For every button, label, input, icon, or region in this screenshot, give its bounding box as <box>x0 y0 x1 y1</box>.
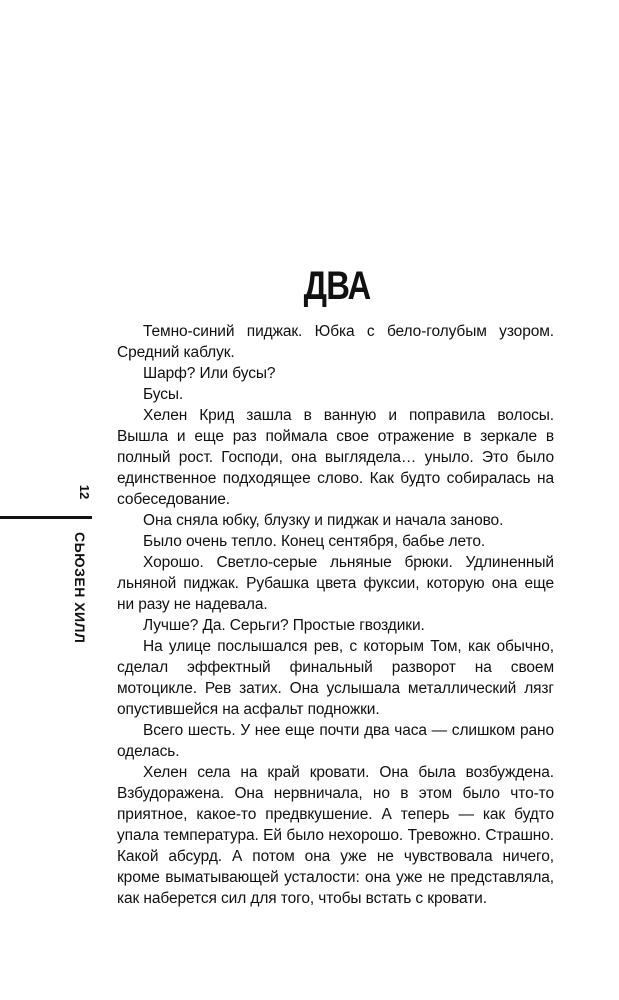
running-head-author: СЬЮЗЕН ХИЛЛ <box>72 532 88 644</box>
paragraph: Шарф? Или бусы? <box>143 365 276 382</box>
paragraph: Она сняла юбку, блузку и пиджак и начала заново. <box>143 512 504 529</box>
body-text <box>117 321 554 909</box>
paragraph: Темно-синий пиджак. Юбка с бело-голубым узором. Средний каблук. <box>117 323 554 361</box>
paragraph: Всего шесть. У нее еще почти два часа — слишком рано оделась. <box>117 722 554 760</box>
paragraph: Было очень тепло. Конец сентября, бабье лето. <box>143 533 486 550</box>
margin-rule <box>0 516 92 519</box>
paragraph: Хелен Крид зашла в ванную и поправила волосы. Вышла и еще раз поймала свое отражение в зеркале в полный рост. Господи, она выглядела… уныло. Это было единственное подходящее слово. Как будто собиралась на собеседование. <box>117 407 554 508</box>
chapter-title: ДВА <box>303 264 371 308</box>
paragraph: Бусы. <box>143 386 184 403</box>
paragraph: Хорошо. Светло-серые льняные брюки. Удлиненный льняной пиджак. Рубашка цвета фуксии, которую она еще ни разу не надевала. <box>117 554 554 613</box>
paragraph: Лучше? Да. Серьги? Простые гвоздики. <box>143 617 425 634</box>
paragraph: На улице послышался рев, с которым Том, как обычно, сделал эффектный финальный разворот на своем мотоцикле. Рев затих. Она услышала металлический лязг опустившейся на асфальт подножки. <box>117 638 554 718</box>
page-number: 12 <box>77 484 92 500</box>
paragraph: Хелен села на край кровати. Она была возбуждена. Взбудоражена. Она нервничала, но в этом было что-то приятное, какое-то предвкушение. А теперь — как будто упала температура. Ей было нехорошо. Тревожно. Страшно. Какой абсурд. А потом она уже не чувствовала ничего, кроме выматывающей усталости: она уже не представляла, как наберется сил для того, чтобы встать с кровати. <box>117 764 554 907</box>
